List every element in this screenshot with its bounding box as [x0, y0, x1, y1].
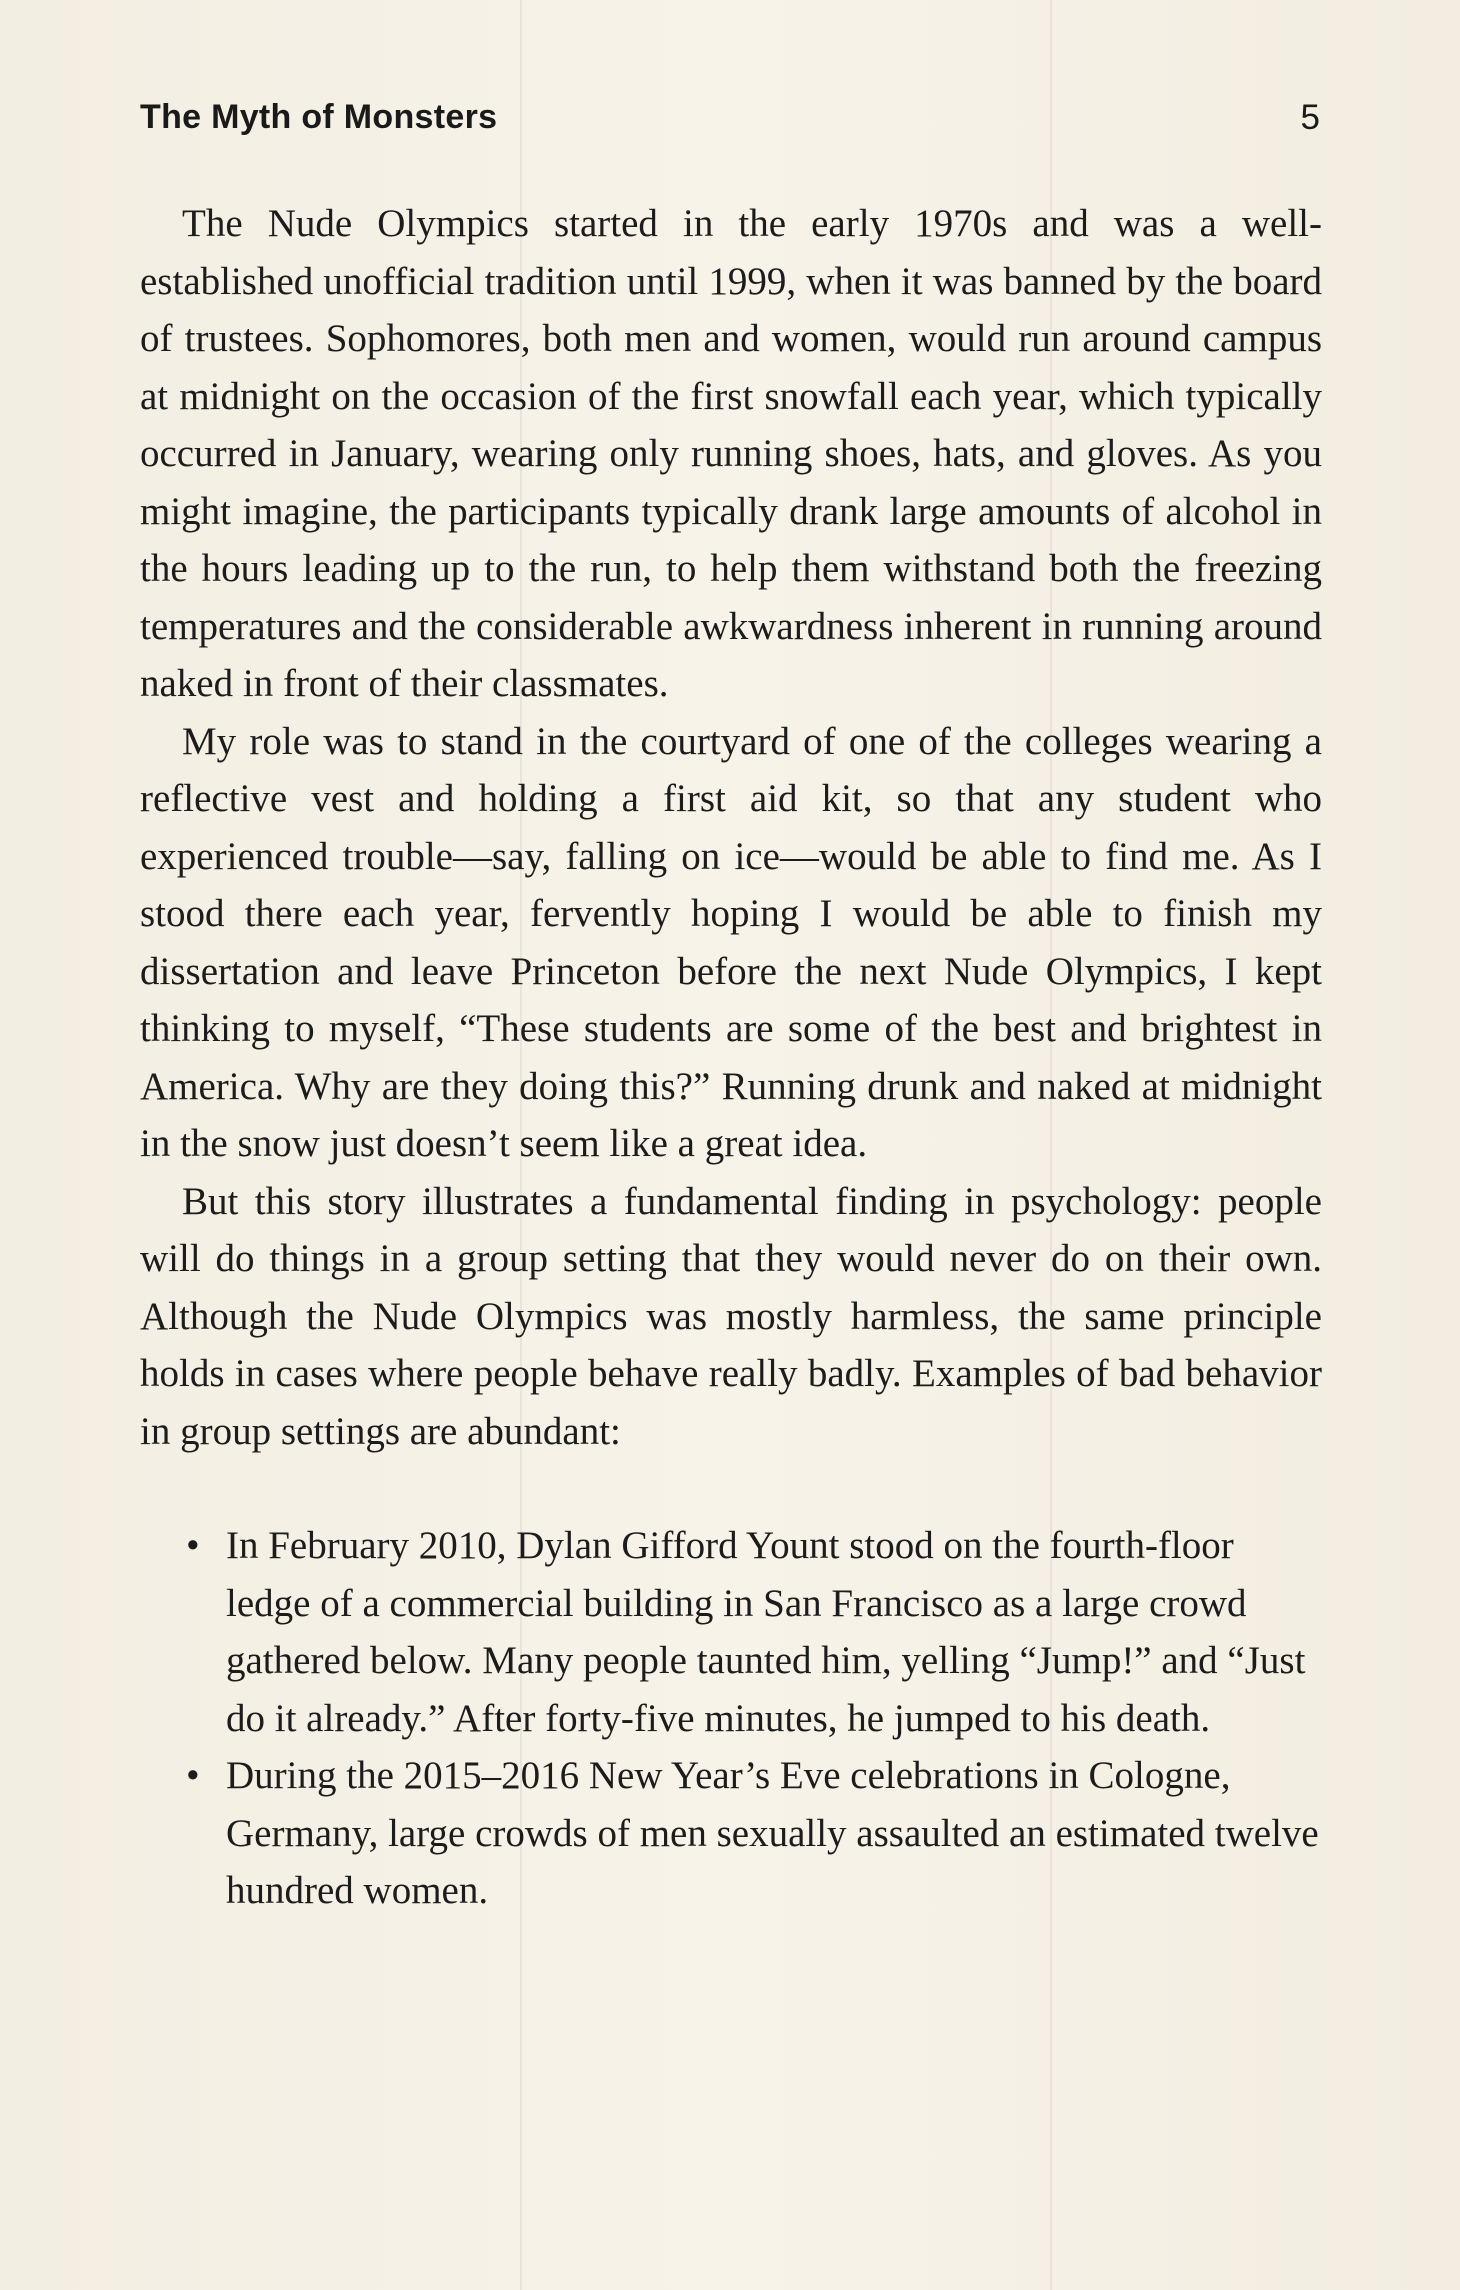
page-header [140, 98, 1320, 148]
bullet-icon: • [186, 1754, 200, 1797]
bullet-list [140, 1517, 1322, 1920]
body-text [140, 195, 1322, 1920]
list-item [140, 1517, 1322, 1747]
list-item-text: In February 2010, Dylan Gifford Yount stood on the fourth-floor ledge of a commercial building in San Francisco as a large crowd gathered below. Many people taunted him, yelling “Jump!” and “Just do it already.” After forty-five minutes, he jumped to his death. [226, 1524, 1306, 1740]
running-head: The Myth of Monsters [140, 98, 498, 136]
paragraph: My role was to stand in the courtyard of one of the colleges wearing a reflective vest and holding a first aid kit, so that any student who experienced trouble—say, falling on ice—would be able to find me. As I stood there each year, fervently hoping I would be able to finish my dissertation and leave Princeton before the next Nude Olympics, I kept thinking to myself, “These students are some of the best and brightest in America. Why are they doing this?” Running drunk and naked at midnight in the snow just doesn’t seem like a great idea. [140, 719, 1322, 1165]
page-number: 5 [1300, 98, 1320, 137]
list-item [140, 1747, 1322, 1920]
paragraph: But this story illustrates a fundamental finding in psychology: people will do things in a group setting that they would never do on their own. Although the Nude Olympics was mostly harmless, the same principle holds in cases where people behave really badly. Examples of bad behavior in group settings are abundant: [140, 1179, 1322, 1453]
paragraph: The Nude Olympics started in the early 1970s and was a well-established unofficial tradition until 1999, when it was banned by the board of trustees. Sophomores, both men and women, would run around campus at midnight on the occasion of the first snowfall each year, which typically occurred in January, wearing only running shoes, hats, and gloves. As you might imagine, the participants typically drank large amounts of alcohol in the hours leading up to the run, to help them withstand both the freezing temperatures and the considerable awkwardness inherent in running around naked in front of their classmates. [140, 202, 1322, 705]
bullet-icon: • [186, 1524, 200, 1567]
list-item-text: During the 2015–2016 New Year’s Eve celebrations in Cologne, Germany, large crowds of men sexually assaulted an estimated twelve hundred women. [226, 1754, 1319, 1912]
